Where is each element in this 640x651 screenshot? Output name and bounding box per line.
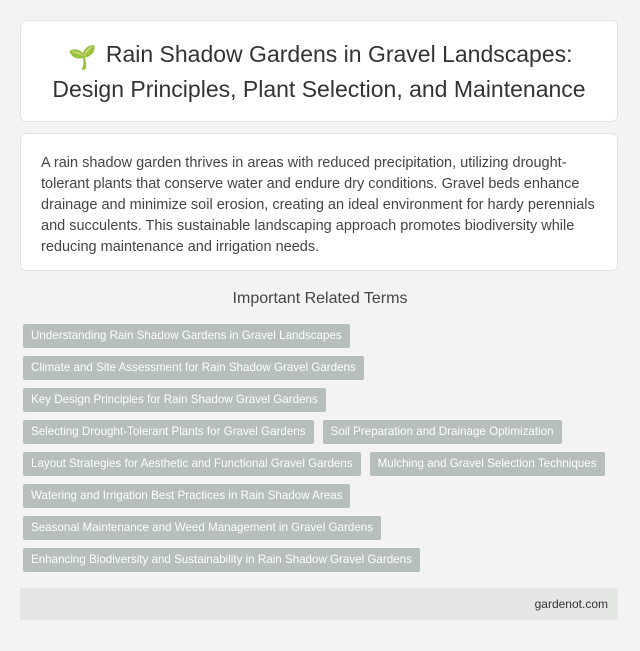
term-row xyxy=(23,356,623,380)
related-term-tag[interactable]: Selecting Drought-Tolerant Plants for Gravel Gardens xyxy=(23,420,314,444)
page-title-text: Rain Shadow Gardens in Gravel Landscapes: Design Principles, Plant Selection, and Maintenance xyxy=(52,40,586,102)
footer-site-link[interactable]: gardenot.com xyxy=(534,597,608,611)
related-term-tag[interactable]: Layout Strategies for Aesthetic and Functional Gravel Gardens xyxy=(23,452,361,476)
related-term-tag[interactable]: Mulching and Gravel Selection Techniques xyxy=(370,452,605,476)
related-term-tag[interactable]: Climate and Site Assessment for Rain Shadow Gravel Gardens xyxy=(23,356,364,380)
term-row xyxy=(23,516,623,540)
term-row xyxy=(23,484,623,508)
page-title xyxy=(21,38,617,105)
related-term-tag[interactable]: Understanding Rain Shadow Gardens in Gravel Landscapes xyxy=(23,324,350,348)
related-term-tag[interactable]: Enhancing Biodiversity and Sustainability in Rain Shadow Gravel Gardens xyxy=(23,548,420,572)
footer xyxy=(20,588,618,620)
title-card xyxy=(20,20,618,122)
related-term-tag[interactable]: Watering and Irrigation Best Practices in Rain Shadow Areas xyxy=(23,484,350,508)
term-row xyxy=(23,388,623,412)
summary-text: A rain shadow garden thrives in areas with reduced precipitation, utilizing drought-tolerant plants that conserve water and endure dry conditions. Gravel beds enhance drainage and minimize soil erosion, creating an ideal environment for hardy perennials and succulents. This sustainable landscaping approach promotes biodiversity while reducing maintenance and irrigation needs. xyxy=(41,155,595,255)
related-term-tag[interactable]: Soil Preparation and Drainage Optimization xyxy=(323,420,562,444)
term-row xyxy=(23,324,623,348)
seedling-icon: 🌱 xyxy=(68,43,97,70)
term-row xyxy=(23,452,623,476)
related-terms-list xyxy=(23,324,623,580)
related-term-tag[interactable]: Seasonal Maintenance and Weed Management in Gravel Gardens xyxy=(23,516,381,540)
related-terms-heading: Important Related Terms xyxy=(232,290,408,307)
term-row xyxy=(23,548,623,572)
term-row xyxy=(23,420,623,444)
related-term-tag[interactable]: Key Design Principles for Rain Shadow Gravel Gardens xyxy=(23,388,326,412)
summary-card xyxy=(20,133,618,271)
